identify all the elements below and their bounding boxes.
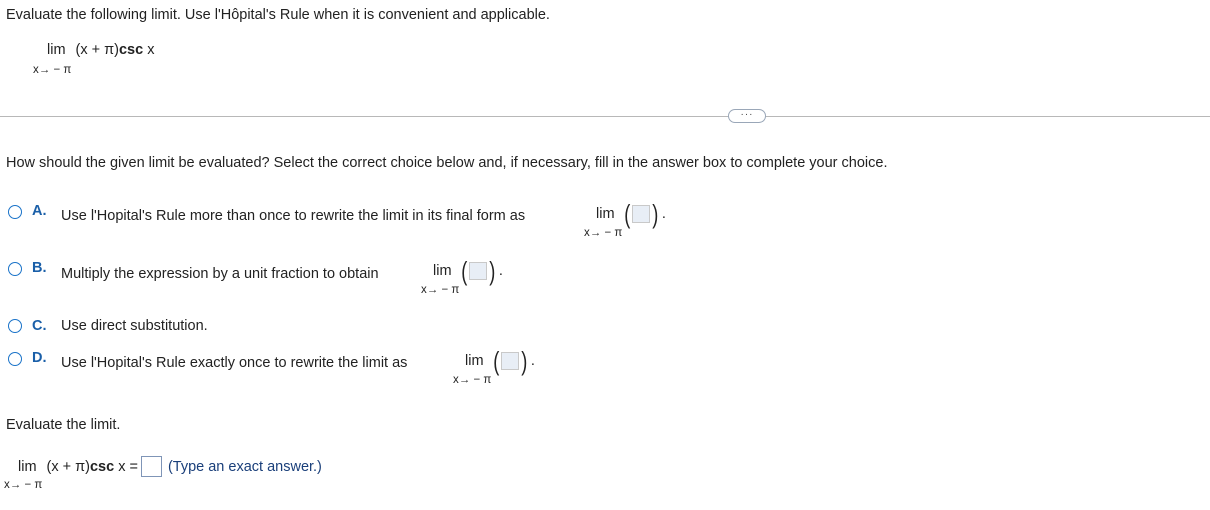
lim-subscript: x→ − π [33, 64, 72, 76]
choice-b-limit [421, 256, 503, 296]
lim-subscript: x→ − π [421, 284, 460, 296]
more-options-button[interactable]: ··· [728, 109, 766, 123]
choice-b-text[interactable]: Multiply the expression by a unit fraction to obtain [61, 266, 379, 282]
lim-subscript: x→ − π [4, 479, 43, 491]
answer-hint: (Type an exact answer.) [167, 458, 322, 475]
lim-label: lim [596, 206, 615, 222]
choice-c-text[interactable]: Use direct substitution. [61, 318, 208, 334]
period: . [498, 263, 503, 279]
choice-d-limit [453, 346, 535, 386]
limit-expr-csc: csc [118, 42, 144, 58]
choice-a-answer-box[interactable]: ( ) [623, 199, 659, 229]
choice-b-letter[interactable]: B. [32, 260, 47, 276]
lim-subscript: x→ − π [584, 227, 623, 239]
choice-d-radio[interactable] [8, 352, 22, 366]
question-instruction: Evaluate the following limit. Use l'Hôpital's Rule when it is convenient and applicable. [6, 7, 550, 23]
choice-d-answer-box[interactable]: ( ) [492, 346, 528, 376]
lim-subscript: x→ − π [453, 374, 492, 386]
limit-expr-suffix: x [143, 42, 155, 58]
limit-expr-suffix: x = [114, 458, 138, 475]
answer-input[interactable] [469, 262, 487, 280]
part1-prompt: How should the given limit be evaluated? Select the correct choice below and, if necessary, fill in the answer box to complete your choice. [6, 155, 888, 171]
part2-limit [4, 456, 322, 491]
section-divider [0, 116, 1210, 117]
final-answer-input[interactable] [141, 456, 162, 477]
lim-label: lim [465, 353, 484, 369]
choice-b-radio[interactable] [8, 262, 22, 276]
limit-expr-csc: csc [89, 458, 115, 475]
choice-a-text[interactable]: Use l'Hopital's Rule more than once to rewrite the limit in its final form as [61, 208, 526, 224]
choice-c-letter[interactable]: C. [32, 318, 47, 334]
lim-label: lim [433, 263, 452, 279]
choice-a-radio[interactable] [8, 205, 22, 219]
period: . [530, 353, 535, 369]
limit-expr-prefix: (x + π) [46, 458, 90, 475]
choice-d-letter[interactable]: D. [32, 350, 47, 366]
part2-prompt: Evaluate the limit. [6, 417, 121, 433]
choice-c-radio[interactable] [8, 319, 22, 333]
period: . [661, 206, 666, 222]
answer-input[interactable] [501, 352, 519, 370]
lim-label: lim [18, 458, 37, 475]
choice-d-text[interactable]: Use l'Hopital's Rule exactly once to rewrite the limit as [61, 355, 408, 371]
question-limit [33, 42, 155, 76]
choice-a-letter[interactable]: A. [32, 203, 47, 219]
answer-input[interactable] [632, 205, 650, 223]
limit-expr-prefix: (x + π) [75, 42, 119, 58]
choice-b-answer-box[interactable]: ( ) [460, 256, 496, 286]
choice-a-limit [584, 199, 666, 239]
lim-label: lim [47, 42, 66, 58]
